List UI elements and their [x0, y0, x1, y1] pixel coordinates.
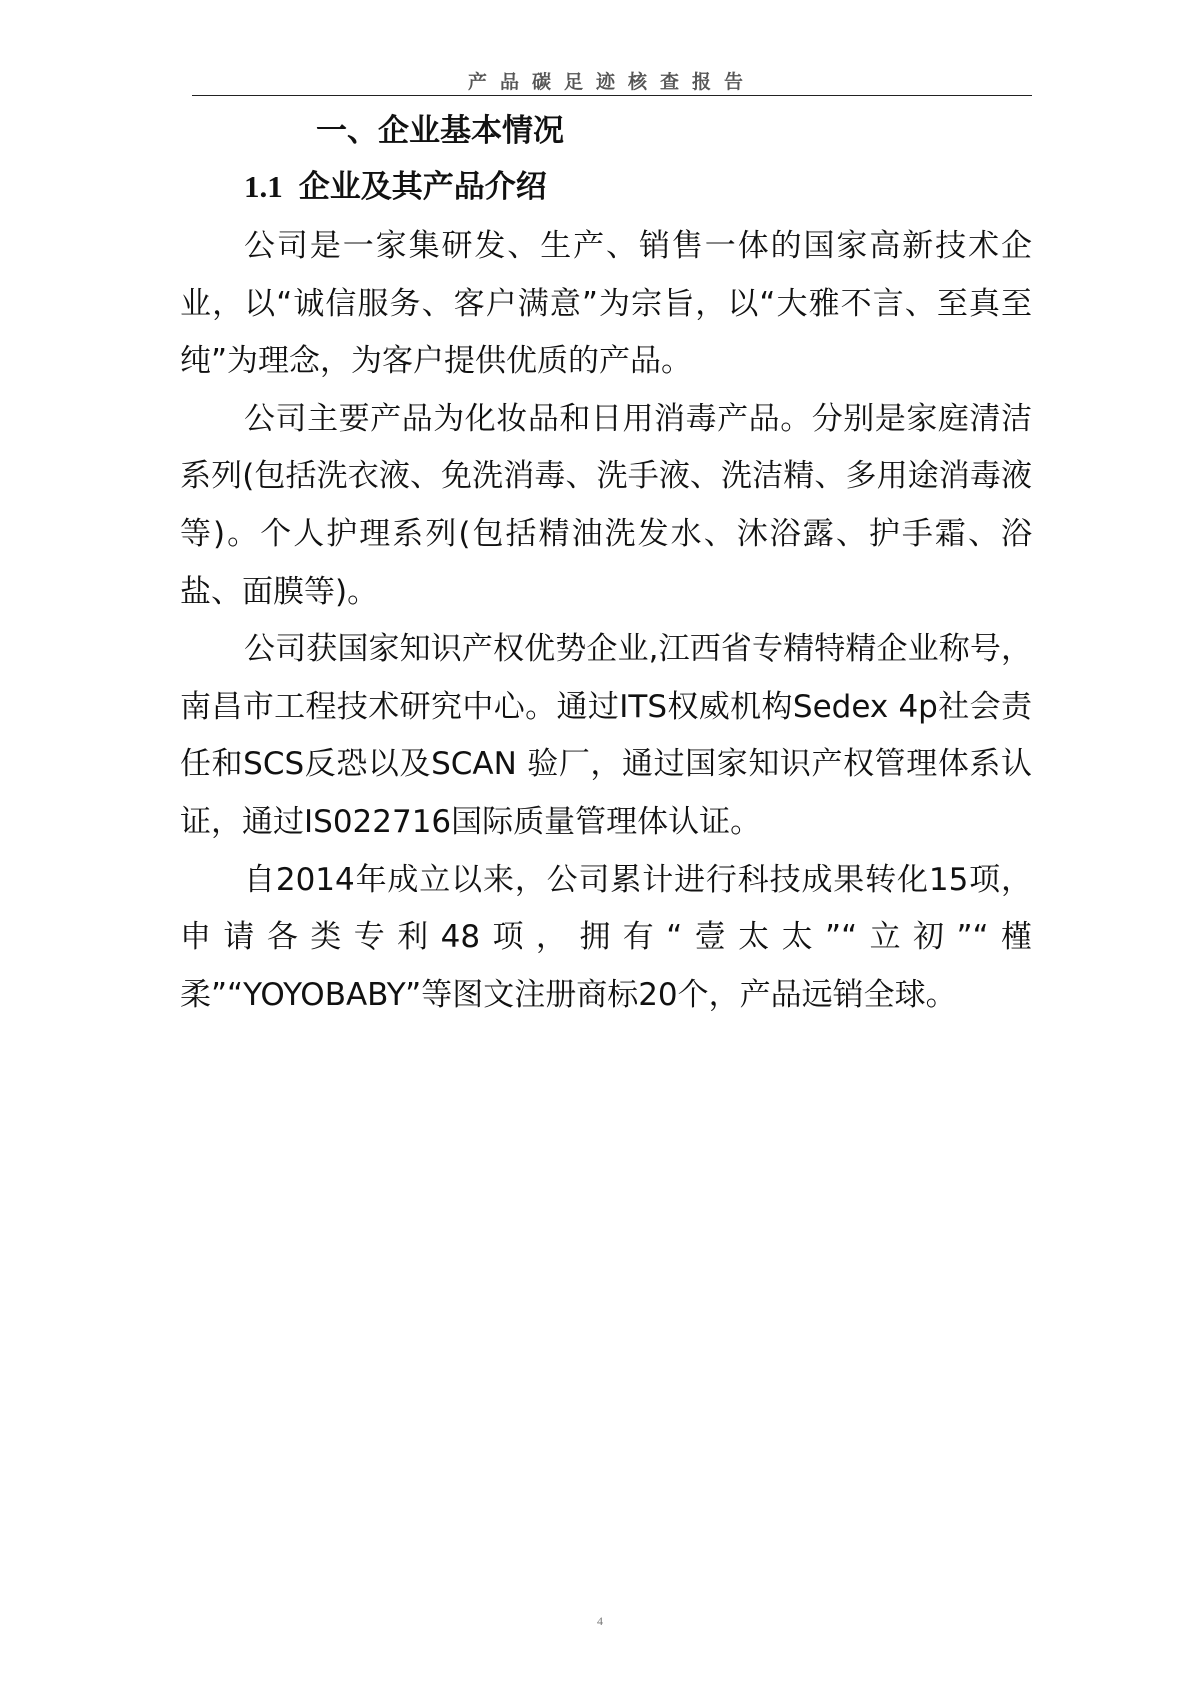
body-text [180, 218, 1032, 1024]
header-rule [192, 95, 1032, 96]
paragraph-honors: 公司获国家知识产权优势企业,江西省专精特精企业称号，南昌市工程技术研究中心。通过ITS权威机构Sedex 4p社会责任和SCS反恐以及SCAN 验厂，通过国家知识产权管理体系认证，通过IS022716国际质量管理体认证。 [180, 631, 1032, 840]
paragraph-company-intro: 公司是一家集研发、生产、销售一体的国家高新技术企业，以“诚信服务、客户满意”为宗旨，以“大雅不言、至真至纯”为理念，为客户提供优质的产品。 [180, 228, 1032, 380]
subsection-number: 1.1 [244, 169, 283, 204]
subsection-title-text: 企业及其产品介绍 [298, 169, 547, 205]
section-title: 一、企业基本情况 [316, 113, 564, 149]
paragraph-achievements: 自2014年成立以来，公司累计进行科技成果转化15项，申请各类专利48项，拥有“壹太太”“立初”“槿柔”“YOYOBABY”等图文注册商标20个，产品远销全球。 [180, 861, 1032, 1013]
running-header: 产品碳足迹核查报告 [467, 71, 756, 93]
page-number: 4 [597, 1614, 603, 1628]
paragraph-products: 公司主要产品为化妆品和日用消毒产品。分别是家庭清洁系列(包括洗衣液、免洗消毒、洗手液、洗洁精、多用途消毒液等)。个人护理系列(包括精油洗发水、沐浴露、护手霜、浴盐、面膜等)。 [180, 400, 1032, 610]
subsection-title [244, 164, 547, 210]
